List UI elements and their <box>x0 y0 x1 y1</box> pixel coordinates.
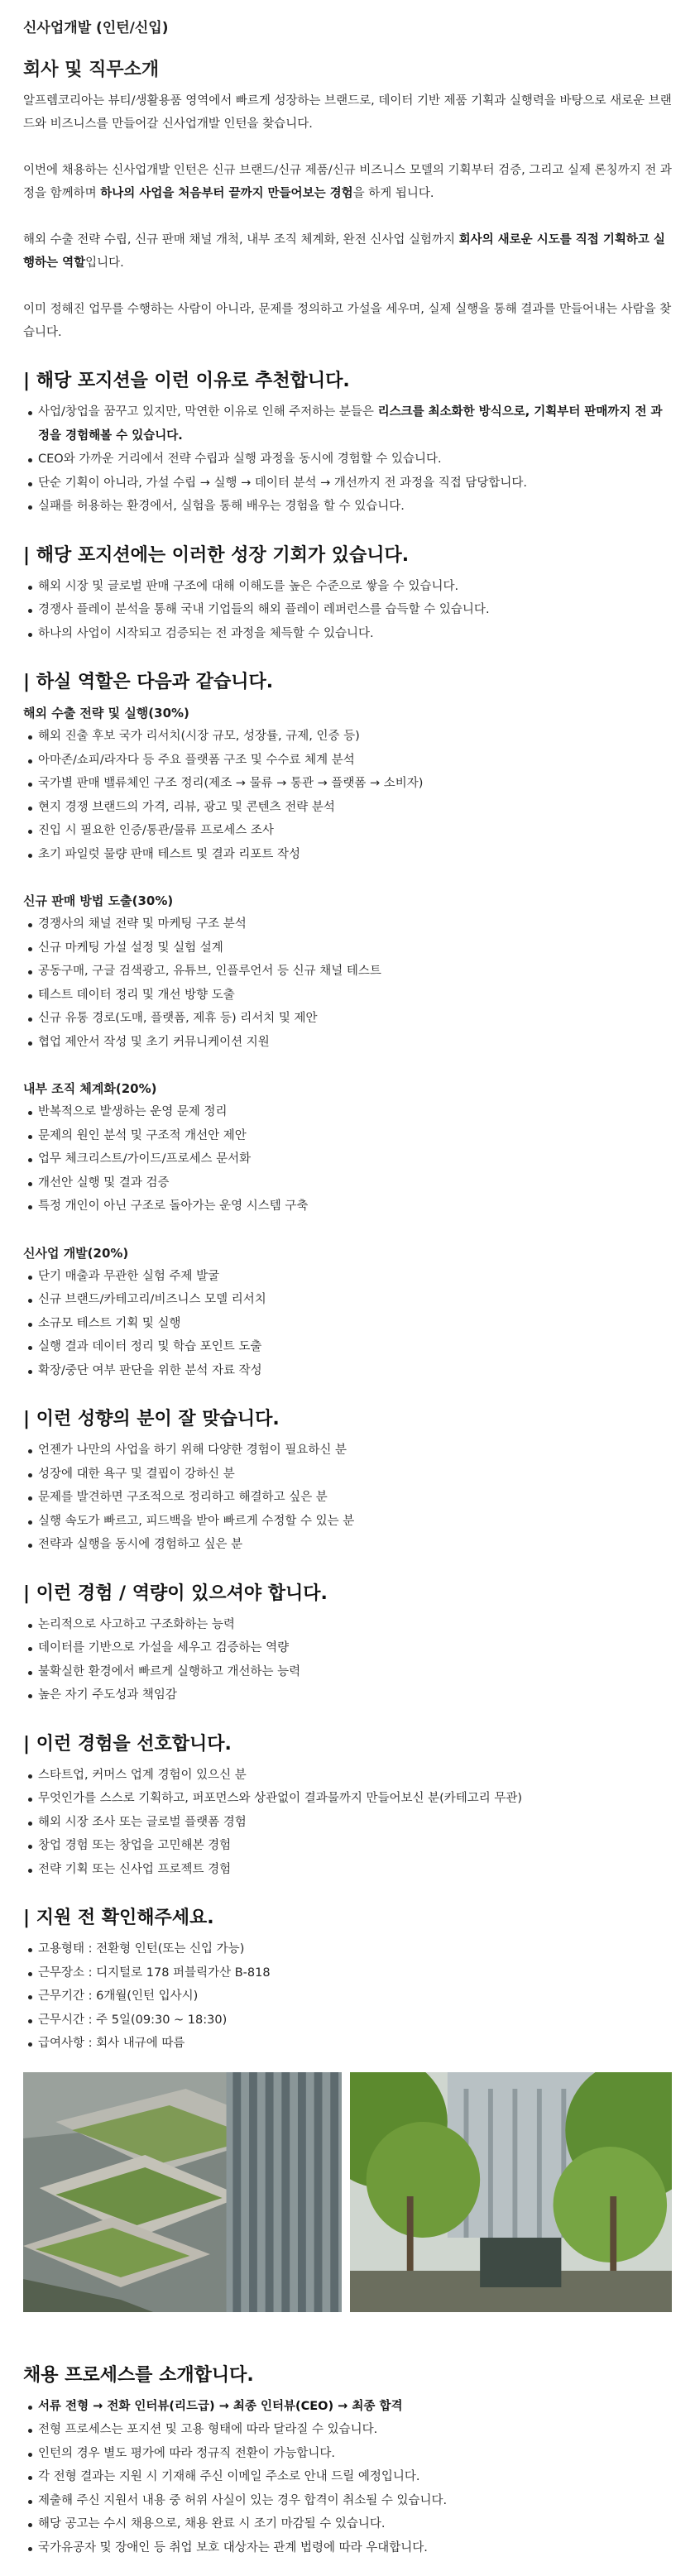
list-item: 제출해 주신 지원서 내용 중 허위 사실이 있는 경우 합격이 취소될 수 있습니다. <box>23 2489 672 2513</box>
list-item: 각 전형 결과는 지원 시 기재해 주신 이메일 주소로 안내 드릴 예정입니다. <box>23 2465 672 2489</box>
list-item: 실행 속도가 빠르고, 피드백을 받아 빠르게 수정할 수 있는 분 <box>23 1510 672 1534</box>
intro-p2-bold: 하나의 사업을 처음부터 끝까지 만들어보는 경험 <box>100 187 353 200</box>
intro-p2-end: 을 하게 됩니다. <box>352 187 434 200</box>
fit-list <box>23 1439 672 1557</box>
list-item: 신규 유통 경로(도매, 플랫폼, 제휴 등) 리서치 및 제안 <box>23 1007 672 1031</box>
intro-p3-end: 입니다. <box>85 256 124 270</box>
list-item: 근무장소 : 디지털로 178 퍼블릭가산 B-818 <box>23 1961 672 1985</box>
preferred-list <box>23 1764 672 1882</box>
intro-p2-text: 이번에 채용하는 신사업개발 인턴은 신규 브랜드/신규 제품/신규 비즈니스 모델의 기획부터 검증, 그리고 실제 론칭까지 전 과정을 함께하며 <box>23 164 672 200</box>
list-item <box>23 400 672 448</box>
list-item: 실패를 허용하는 환경에서, 실험을 통해 배우는 경험을 할 수 있습니다. <box>23 495 672 519</box>
list-item: 전략과 실행을 동시에 경험하고 싶은 분 <box>23 1533 672 1557</box>
preferred-heading: | 이런 경험을 선호합니다. <box>23 1733 232 1755</box>
list-item: 국가별 판매 밸류체인 구조 정리(제조 → 물류 → 통관 → 플랫폼 → 소비자) <box>23 772 672 796</box>
garden-trees-illustration <box>350 2072 672 2312</box>
list-item: 경쟁사의 채널 전략 및 마케팅 구조 분석 <box>23 912 672 936</box>
intro-paragraph-2 <box>23 159 672 205</box>
list-item: 단순 기획이 아니라, 가설 수립 → 실행 → 데이터 분석 → 개선까지 전 과정을 직접 담당합니다. <box>23 472 672 496</box>
intro-p3-bold: 회사의 새로운 시도를 직접 기획하고 실행하는 역할 <box>23 233 665 270</box>
list-item: 높은 자기 주도성과 책임감 <box>23 1683 672 1707</box>
growth-list <box>23 575 672 646</box>
list-item: 급여사항 : 회사 내규에 따름 <box>23 2032 672 2056</box>
list-item: 전략 기획 또는 신사업 프로젝트 경험 <box>23 1858 672 1882</box>
reasons-list <box>23 400 672 519</box>
process-steps: 서류 전형 → 전화 인터뷰(리드급) → 최종 인터뷰(CEO) → 최종 합격 <box>38 2399 403 2413</box>
role-group-list <box>23 1100 672 1219</box>
list-item: 특정 개인이 아닌 구조로 돌아가는 운영 시스템 구축 <box>23 1195 672 1219</box>
intro-paragraph-1: 알프렘코리아는 뷰티/생활용품 영역에서 빠르게 성장하는 브랜드로, 데이터 기반 제품 기획과 실행력을 바탕으로 새로운 브랜드와 비즈니스를 만들어갈 신사업개발 인턴을 찾습니다. <box>23 94 672 131</box>
list-item: 창업 경험 또는 창업을 고민해본 경험 <box>23 1834 672 1858</box>
list-item: 개선안 실행 및 결과 검증 <box>23 1171 672 1195</box>
list-item: 하나의 사업이 시작되고 검증되는 전 과정을 체득할 수 있습니다. <box>23 622 672 646</box>
list-item: 문제를 발견하면 구조적으로 정리하고 해결하고 싶은 분 <box>23 1486 672 1510</box>
intro-p3-text: 해외 수출 전략 수립, 신규 판매 채널 개척, 내부 조직 체계화, 완전 신사업 실험까지 <box>23 233 459 247</box>
list-item: 현지 경쟁 브랜드의 가격, 리뷰, 광고 및 콘텐츠 전략 분석 <box>23 796 672 820</box>
building-rooftop-illustration <box>23 2072 342 2312</box>
list-item: 진입 시 필요한 인증/통관/물류 프로세스 조사 <box>23 819 672 843</box>
list-item: 국가유공자 및 장애인 등 취업 보호 대상자는 관계 법령에 따라 우대합니다. <box>23 2536 672 2560</box>
list-item: 스타트업, 커머스 업계 경험이 있으신 분 <box>23 1764 672 1788</box>
list-item: 업무 체크리스트/가이드/프로세스 문서화 <box>23 1147 672 1171</box>
list-item: 실행 결과 데이터 정리 및 학습 포인트 도출 <box>23 1335 672 1359</box>
role-group-list <box>23 912 672 1054</box>
list-item: 확장/중단 여부 판단을 위한 분석 자료 작성 <box>23 1359 672 1383</box>
list-item: 인턴의 경우 별도 평가에 따라 정규직 전환이 가능합니다. <box>23 2442 672 2466</box>
office-garden-photo <box>350 2072 672 2312</box>
growth-heading: | 해당 포지션에는 이러한 성장 기회가 있습니다. <box>23 544 410 566</box>
checklist-heading: | 지원 전 확인해주세요. <box>23 1908 214 1928</box>
list-item: 해외 시장 및 글로벌 판매 구조에 대해 이해도를 높은 수준으로 쌓을 수 있습니다. <box>23 575 672 599</box>
role-group-title: 내부 조직 체계화(20%) <box>23 1081 157 1096</box>
intro-heading: 회사 및 직무소개 <box>23 60 160 80</box>
list-item: 해외 시장 조사 또는 글로벌 플랫폼 경험 <box>23 1811 672 1835</box>
process-list <box>23 2395 672 2560</box>
list-item: 초기 파일럿 물량 판매 테스트 및 결과 리포트 작성 <box>23 843 672 867</box>
role-group-title: 신사업 개발(20%) <box>23 1245 129 1261</box>
required-heading: | 이런 경험 / 역량이 있으셔야 합니다. <box>23 1582 328 1604</box>
list-item: 성장에 대한 욕구 및 결핍이 강하신 분 <box>23 1463 672 1487</box>
office-photos <box>23 2072 672 2312</box>
list-item: 언젠가 나만의 사업을 하기 위해 다양한 경험이 필요하신 분 <box>23 1439 672 1463</box>
list-item: 경쟁사 플레이 분석을 통해 국내 기업들의 해외 플레이 레퍼런스를 습득할 수 있습니다. <box>23 598 672 622</box>
list-item: 신규 브랜드/카테고리/비즈니스 모델 리서치 <box>23 1288 672 1312</box>
list-item: 신규 마케팅 가설 설정 및 실험 설계 <box>23 936 672 960</box>
office-building-photo <box>23 2072 342 2312</box>
checklist-list <box>23 1937 672 2056</box>
list-item: 데이터를 기반으로 가설을 세우고 검증하는 역량 <box>23 1636 672 1660</box>
list-item: 단기 매출과 무관한 실험 주제 발굴 <box>23 1265 672 1289</box>
list-item: 문제의 원인 분석 및 구조적 개선안 제안 <box>23 1124 672 1148</box>
list-item: 소규모 테스트 기획 및 실행 <box>23 1312 672 1336</box>
intro-paragraph-3 <box>23 228 672 275</box>
list-item: 무엇인가를 스스로 기획하고, 퍼포먼스와 상관없이 결과물까지 만들어보신 분(카테고리 무관) <box>23 1787 672 1811</box>
list-item: 해외 진출 후보 국가 리서치(시장 규모, 성장률, 규제, 인증 등) <box>23 725 672 749</box>
list-item: 근무시간 : 주 5일(09:30 ~ 18:30) <box>23 2009 672 2033</box>
roles-heading: | 하실 역할은 다음과 같습니다. <box>23 672 274 692</box>
list-item: CEO와 가까운 거리에서 전략 수립과 실행 과정을 동시에 경험할 수 있습니다. <box>23 448 672 472</box>
reason-text: 사업/창업을 꿈꾸고 있지만, 막연한 이유로 인해 주저하는 분들은 <box>38 405 378 419</box>
list-item: 전형 프로세스는 포지션 및 고용 형태에 따라 달라질 수 있습니다. <box>23 2418 672 2442</box>
intro-paragraph-4: 이미 정해진 업무를 수행하는 사람이 아니라, 문제를 정의하고 가설을 세우며, 실제 실행을 통해 결과를 만들어내는 사람을 찾습니다. <box>23 303 672 339</box>
role-group-title: 해외 수출 전략 및 실행(30%) <box>23 706 189 721</box>
list-item: 테스트 데이터 정리 및 개선 방향 도출 <box>23 984 672 1008</box>
role-group-title: 신규 판매 방법 도출(30%) <box>23 893 174 908</box>
list-item: 논리적으로 사고하고 구조화하는 능력 <box>23 1613 672 1637</box>
fit-heading: | 이런 성향의 분이 잘 맞습니다. <box>23 1409 280 1429</box>
list-item: 해당 공고는 수시 채용으로, 채용 완료 시 조기 마감될 수 있습니다. <box>23 2512 672 2536</box>
role-group-list <box>23 725 672 866</box>
list-item: 반복적으로 발생하는 운영 문제 정리 <box>23 1100 672 1124</box>
list-item: 불확실한 환경에서 빠르게 실행하고 개선하는 능력 <box>23 1660 672 1684</box>
role-group-list <box>23 1265 672 1383</box>
process-heading: 채용 프로세스를 소개합니다. <box>23 2364 254 2386</box>
reason-bold: 리스크를 최소화한 방식으로, 기획부터 판매까지 전 과정을 경험해볼 수 있습니다. <box>38 405 663 443</box>
required-list <box>23 1613 672 1707</box>
list-item: 고용형태 : 전환형 인턴(또는 신입 가능) <box>23 1937 672 1961</box>
list-item: 협업 제안서 작성 및 초기 커뮤니케이션 지원 <box>23 1031 672 1055</box>
list-item: 아마존/쇼피/라자다 등 주요 플랫폼 구조 및 수수료 체계 분석 <box>23 749 672 773</box>
reasons-heading: | 해당 포지션을 이런 이유로 추천합니다. <box>23 371 350 391</box>
list-item: 근무기간 : 6개월(인턴 입사시) <box>23 1985 672 2009</box>
list-item <box>23 2395 672 2419</box>
job-title: 신사업개발 (인턴/신입) <box>23 20 169 36</box>
list-item: 공동구매, 구글 검색광고, 유튜브, 인플루언서 등 신규 채널 테스트 <box>23 960 672 984</box>
